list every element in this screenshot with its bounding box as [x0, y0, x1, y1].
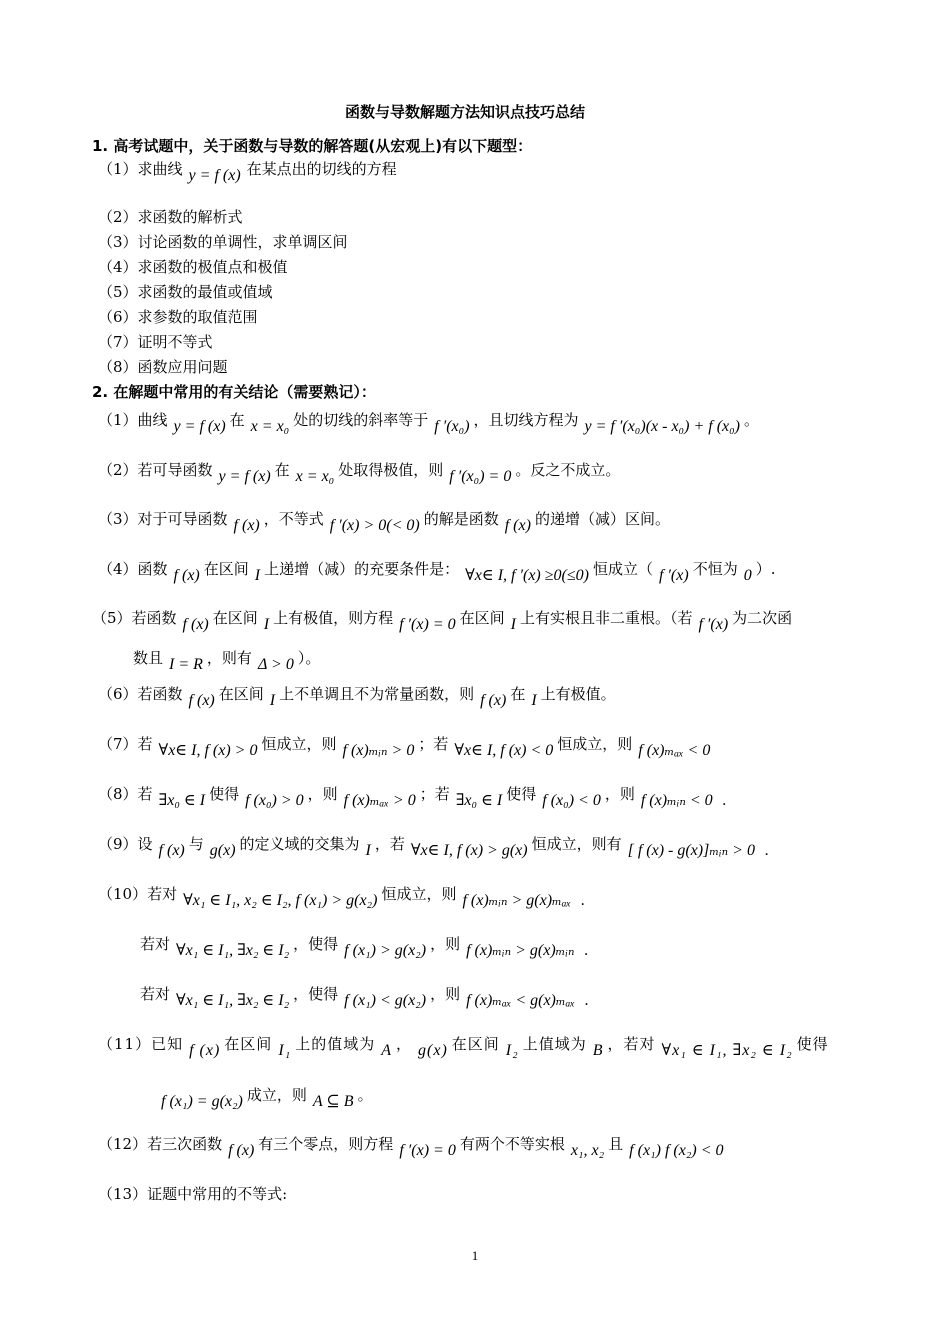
- s1-item-3: （3）讨论函数的单调性，求单调区间: [98, 233, 348, 251]
- conclusion-5b-part-0: 数且: [133, 649, 164, 667]
- conclusion-8-part-5: f (x)ₘₐₓ > 0: [343, 792, 416, 809]
- conclusion-11a-part-12: ，若对: [607, 1035, 656, 1053]
- conclusion-10c-part-4: ，则: [430, 985, 461, 1003]
- conclusion-6: [98, 684, 616, 709]
- conclusion-13-part-0: （13）证题中常用的不等式:: [98, 1185, 288, 1203]
- page-title: 函数与导数解题方法知识点技巧总结: [345, 103, 586, 121]
- conclusion-11b-part-1: 成立，则: [246, 1086, 307, 1104]
- conclusion-4-part-8: 不恒为: [692, 560, 738, 578]
- conclusion-10a-part-3: f (x)ₘᵢₙ > g(x)ₘₐₓ: [462, 892, 572, 909]
- conclusion-9: [98, 834, 773, 859]
- conclusion-1-part-5: f ′(x₀): [434, 418, 470, 435]
- conclusion-10b-part-0: 若对: [140, 935, 171, 953]
- s1-item-1-tail: 在某点出的切线的方程: [246, 160, 397, 178]
- conclusion-11a-part-6: ，: [396, 1035, 413, 1053]
- conclusion-2-part-5: f ′(x₀) = 0: [449, 468, 512, 485]
- conclusion-4-part-4: 上递增（减）的充要条件是：: [264, 560, 460, 578]
- conclusion-5b-part-4: ）。: [297, 649, 321, 667]
- conclusion-11a-part-9: I₂: [505, 1042, 519, 1059]
- conclusion-6-part-1: f (x): [188, 692, 215, 709]
- conclusion-1: [98, 410, 760, 435]
- conclusion-12-part-3: f ′(x) = 0: [399, 1142, 456, 1159]
- conclusion-8-part-3: f (x₀) > 0: [245, 792, 304, 809]
- conclusion-5b: [133, 648, 321, 673]
- conclusion-12-part-1: f (x): [228, 1142, 255, 1159]
- conclusion-3-part-5: f (x): [504, 517, 531, 534]
- conclusion-1-part-8: 。: [744, 411, 760, 429]
- conclusion-11b: [155, 1085, 373, 1110]
- conclusion-1-part-0: （1）曲线: [98, 411, 168, 429]
- conclusion-12-part-4: 有两个不等实根: [459, 1135, 565, 1153]
- conclusion-11a-part-10: 上值域为: [522, 1035, 587, 1053]
- conclusion-8-part-11: f (x)ₘᵢₙ < 0: [640, 792, 713, 809]
- conclusion-10b: [140, 934, 593, 959]
- conclusion-11a-part-11: B: [592, 1042, 604, 1059]
- conclusion-8-part-2: 使得: [209, 785, 240, 803]
- conclusion-1-part-6: ，且切线方程为: [473, 411, 579, 429]
- conclusion-11a-part-1: f (x): [189, 1042, 221, 1059]
- conclusion-13: [98, 1184, 287, 1204]
- conclusion-10c-part-1: ∀x₁ ∈ I₁, ∃x₂ ∈ I₂: [176, 992, 290, 1009]
- s1-item-1-math: y = f (x): [188, 167, 241, 184]
- s1-item-6: （6）求参数的取值范围: [98, 308, 258, 326]
- conclusion-3-part-2: ，不等式: [263, 510, 324, 528]
- conclusion-12-part-6: 且: [608, 1135, 624, 1153]
- conclusion-10c-part-5: f (x)ₘₐₓ < g(x)ₘₐₓ: [466, 992, 575, 1009]
- conclusion-10b-part-5: f (x)ₘᵢₙ > g(x)ₘᵢₙ: [466, 942, 575, 959]
- conclusion-5a-part-9: f ′(x): [698, 616, 729, 633]
- conclusion-10a: [98, 884, 589, 909]
- conclusion-6-part-5: f (x): [480, 692, 507, 709]
- conclusion-4-part-7: f ′(x): [658, 567, 689, 584]
- conclusion-9-part-3: g(x): [209, 842, 236, 859]
- conclusion-5a-part-6: 在区间: [459, 609, 505, 627]
- conclusion-4: [98, 559, 776, 584]
- conclusion-5a-part-10: 为二次函: [732, 609, 793, 627]
- conclusion-10b-part-4: ，则: [430, 935, 461, 953]
- conclusion-5b-part-2: ，则有: [206, 649, 252, 667]
- conclusion-7-part-4: ；若: [418, 735, 449, 753]
- conclusion-4-part-0: （4）函数: [98, 560, 168, 578]
- s1-item-8: （8）函数应用问题: [98, 358, 228, 376]
- conclusion-5a-part-7: I: [510, 616, 516, 633]
- conclusion-8-part-9: f (x₀) < 0: [542, 792, 601, 809]
- conclusion-1-part-2: 在: [229, 411, 245, 429]
- conclusion-6-part-7: I: [531, 692, 537, 709]
- conclusion-9-part-5: I: [365, 842, 371, 859]
- conclusion-10b-part-3: f (x₁) > g(x₂): [344, 942, 427, 959]
- conclusion-9-part-1: f (x): [158, 842, 185, 859]
- conclusion-5a-part-4: 上有极值，则方程: [273, 609, 394, 627]
- conclusion-8-part-1: ∃x₀ ∈ I: [158, 792, 206, 809]
- conclusion-9-part-10: .: [764, 842, 769, 859]
- conclusion-10c: [140, 984, 593, 1009]
- section-1-heading: 1. 高考试题中，关于函数与导数的解答题(从宏观上)有以下题型：: [92, 137, 533, 155]
- conclusion-11b-part-3: 。: [357, 1086, 373, 1104]
- conclusion-5b-part-3: Δ > 0: [257, 656, 294, 673]
- conclusion-9-part-6: ，若: [374, 835, 405, 853]
- conclusion-7-part-5: ∀x∈ I, f (x) < 0: [454, 742, 554, 759]
- conclusion-11a-part-7: g(x): [418, 1042, 448, 1059]
- conclusion-10c-part-3: f (x₁) < g(x₂): [344, 992, 427, 1009]
- conclusion-3: [98, 509, 670, 534]
- conclusion-10b-part-6: .: [584, 942, 589, 959]
- conclusion-3-part-3: f ′(x) > 0(< 0): [329, 517, 420, 534]
- conclusion-5a-part-5: f ′(x) = 0: [399, 616, 456, 633]
- conclusion-8-part-12: .: [722, 792, 727, 809]
- conclusion-9-part-7: ∀x∈ I, f (x) > g(x): [410, 842, 528, 859]
- conclusion-4-part-6: 恒成立（: [592, 560, 653, 578]
- conclusion-8: [98, 784, 731, 809]
- conclusion-12-part-2: 有三个零点，则方程: [258, 1135, 394, 1153]
- conclusion-9-part-4: 的定义域的交集为: [239, 835, 360, 853]
- conclusion-6-part-8: 上有极值。: [540, 685, 616, 703]
- conclusion-4-part-5: ∀x∈ I, f ′(x) ≥0(≤0): [465, 567, 589, 584]
- conclusion-9-part-0: （9）设: [98, 835, 153, 853]
- conclusion-11a-part-4: 上的值域为: [295, 1035, 376, 1053]
- conclusion-12-part-5: x₁, x₂: [570, 1142, 605, 1159]
- conclusion-10c-part-0: 若对: [140, 985, 171, 1003]
- section-2-heading: 2. 在解题中常用的有关结论（需要熟记）：: [92, 383, 376, 401]
- conclusion-6-part-2: 在区间: [218, 685, 264, 703]
- conclusion-1-part-7: y = f ′(x₀)(x - x₀) + f (x₀): [584, 418, 741, 435]
- conclusion-4-part-10: ）.: [755, 560, 776, 578]
- conclusion-7-part-6: 恒成立，则: [557, 735, 633, 753]
- conclusion-6-part-3: I: [269, 692, 276, 709]
- conclusion-5a-part-1: f (x): [182, 616, 209, 633]
- conclusion-2-part-1: y = f (x): [218, 468, 271, 485]
- conclusion-11a-part-5: A: [381, 1042, 392, 1059]
- conclusion-10c-part-2: ，使得: [293, 985, 339, 1003]
- conclusion-8-part-6: ；若: [419, 785, 450, 803]
- conclusion-10b-part-1: ∀x₁ ∈ I₁, ∃x₂ ∈ I₂: [176, 942, 290, 959]
- conclusion-2-part-0: （2）若可导函数: [98, 461, 213, 479]
- s1-item-2: （2）求函数的解析式: [98, 208, 243, 226]
- conclusion-6-part-4: 上不单调且不为常量函数，则: [279, 685, 475, 703]
- conclusion-7-part-1: ∀x∈ I, f (x) > 0: [158, 742, 258, 759]
- conclusion-11a-part-14: 使得: [796, 1035, 829, 1053]
- page-number: 1: [471, 1248, 479, 1263]
- conclusion-7: [98, 734, 714, 759]
- conclusion-2-part-6: 。反之不成立。: [515, 461, 621, 479]
- conclusion-5a-part-0: （5）若函数: [92, 609, 177, 627]
- conclusion-11a-part-13: ∀x₁ ∈ I₁, ∃x₂ ∈ I₂: [661, 1042, 793, 1059]
- conclusion-11a-part-0: （11）已知: [98, 1035, 184, 1053]
- conclusion-11b-part-0: f (x₁) = g(x₂): [161, 1093, 243, 1110]
- conclusion-12-part-0: （12）若三次函数: [98, 1135, 223, 1153]
- conclusion-11a: [98, 1034, 829, 1059]
- conclusion-10a-part-4: .: [581, 892, 586, 909]
- conclusion-10b-part-2: ，使得: [293, 935, 339, 953]
- conclusion-10a-part-0: （10）若对: [98, 885, 178, 903]
- conclusion-5a: [92, 608, 793, 633]
- s1-item-7: （7）证明不等式: [98, 333, 213, 351]
- conclusion-3-part-4: 的解是函数: [423, 510, 499, 528]
- conclusion-4-part-9: 0: [743, 567, 752, 584]
- conclusion-8-part-4: ，则: [307, 785, 338, 803]
- conclusion-4-part-2: 在区间: [203, 560, 249, 578]
- s1-item-1-label: （1）求曲线: [98, 160, 183, 178]
- conclusion-7-part-0: （7）若: [98, 735, 153, 753]
- conclusion-8-part-10: ，则: [604, 785, 635, 803]
- conclusion-10a-part-1: ∀x₁ ∈ I₁, x₂ ∈ I₂, f (x₁) > g(x₂): [183, 892, 378, 909]
- conclusion-9-part-2: 与: [188, 835, 204, 853]
- conclusion-8-part-0: （8）若: [98, 785, 153, 803]
- s1-item-4: （4）求函数的极值点和极值: [98, 258, 288, 276]
- conclusion-6-part-0: （6）若函数: [98, 685, 183, 703]
- conclusion-9-part-9: [ f (x) - g(x)]ₘᵢₙ > 0: [627, 842, 755, 859]
- conclusion-2-part-2: 在: [274, 461, 290, 479]
- conclusion-8-part-8: 使得: [506, 785, 537, 803]
- conclusion-12-part-7: f (x₁) f (x₂) < 0: [629, 1142, 724, 1159]
- conclusion-11b-part-2: A ⊆ B: [312, 1093, 354, 1110]
- conclusion-6-part-6: 在: [510, 685, 526, 703]
- conclusion-12: [98, 1134, 728, 1159]
- conclusion-11a-part-3: I₁: [278, 1042, 292, 1059]
- conclusion-7-part-2: 恒成立，则: [261, 735, 337, 753]
- conclusion-5a-part-2: 在区间: [212, 609, 258, 627]
- conclusion-7-part-7: f (x)ₘₐₓ < 0: [638, 742, 711, 759]
- conclusion-10a-part-2: 恒成立，则: [381, 885, 457, 903]
- conclusion-7-part-3: f (x)ₘᵢₙ > 0: [342, 742, 415, 759]
- conclusion-5a-part-3: I: [263, 616, 270, 633]
- conclusion-4-part-3: I: [254, 567, 261, 584]
- s1-item-1: [98, 159, 397, 184]
- conclusion-2: [98, 460, 621, 485]
- conclusion-11a-part-2: 在区间: [224, 1035, 273, 1053]
- conclusion-3-part-6: 的递增（减）区间。: [534, 510, 670, 528]
- conclusion-3-part-0: （3）对于可导函数: [98, 510, 228, 528]
- conclusion-9-part-8: 恒成立，则有: [531, 835, 622, 853]
- conclusion-11a-part-8: 在区间: [451, 1035, 500, 1053]
- conclusion-10c-part-6: .: [584, 992, 589, 1009]
- s1-item-5: （5）求函数的最值或值域: [98, 283, 273, 301]
- conclusion-4-part-1: f (x): [173, 567, 200, 584]
- conclusion-5b-part-1: I = R: [169, 656, 203, 673]
- conclusion-5a-part-8: 上有实根且非二重根。（若: [519, 609, 693, 627]
- conclusion-1-part-3: x = x₀: [250, 418, 290, 435]
- conclusion-1-part-4: 处的切线的斜率等于: [293, 411, 429, 429]
- conclusion-8-part-7: ∃x₀ ∈ I: [455, 792, 503, 809]
- conclusion-1-part-1: y = f (x): [173, 418, 226, 435]
- conclusion-3-part-1: f (x): [233, 517, 260, 534]
- conclusion-2-part-4: 处取得极值，则: [338, 461, 444, 479]
- conclusion-2-part-3: x = x₀: [295, 468, 335, 485]
